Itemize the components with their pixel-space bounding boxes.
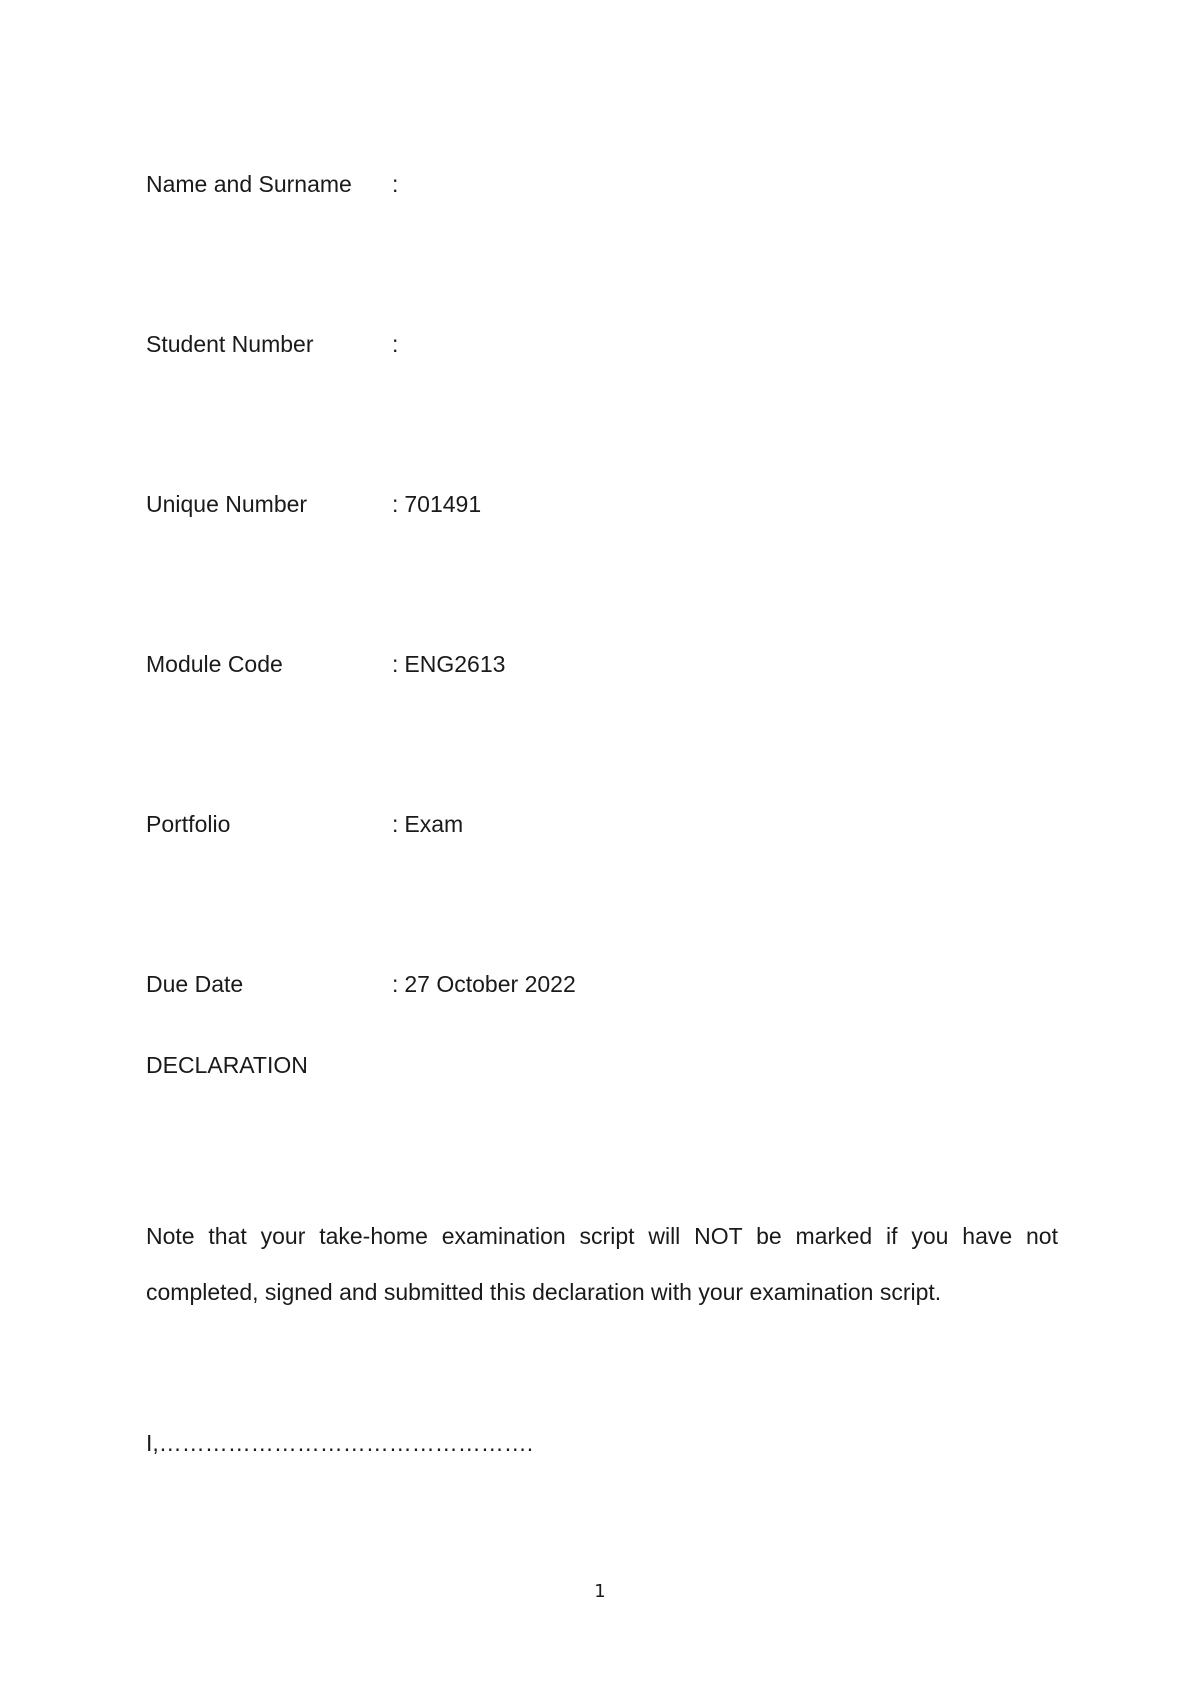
field-label: Student Number [146,331,314,357]
field-separator: : [392,971,399,997]
field-separator: : [392,811,399,837]
field-value: ENG2613 [404,651,506,677]
field-portfolio [146,809,463,839]
field-label: Portfolio [146,811,231,837]
field-name-and-surname [146,169,404,199]
declaration-note: Note that your take-home examination script will NOT be marked if you have not completed, signed and submitted this declaration with your examination script. [146,1223,1058,1305]
field-label: Module Code [146,651,283,677]
field-value: 27 October 2022 [404,971,576,997]
field-label: Unique Number [146,491,308,517]
field-separator: : [392,171,399,197]
field-value: 701491 [404,491,482,517]
field-due-date [146,969,576,999]
field-separator: : [392,651,399,677]
declaration-heading: DECLARATION [146,1052,308,1078]
field-value: Exam [404,811,464,837]
declaration-sign-line: I,…………………………………………. [146,1430,534,1456]
field-label: Due Date [146,971,244,997]
field-label: Name and Surname [146,171,352,197]
field-unique-number [146,489,481,519]
field-module-code [146,649,505,679]
field-separator: : [392,331,399,357]
page-number: 1 [594,1581,606,1602]
field-student-number [146,329,404,359]
field-separator: : [392,491,399,517]
